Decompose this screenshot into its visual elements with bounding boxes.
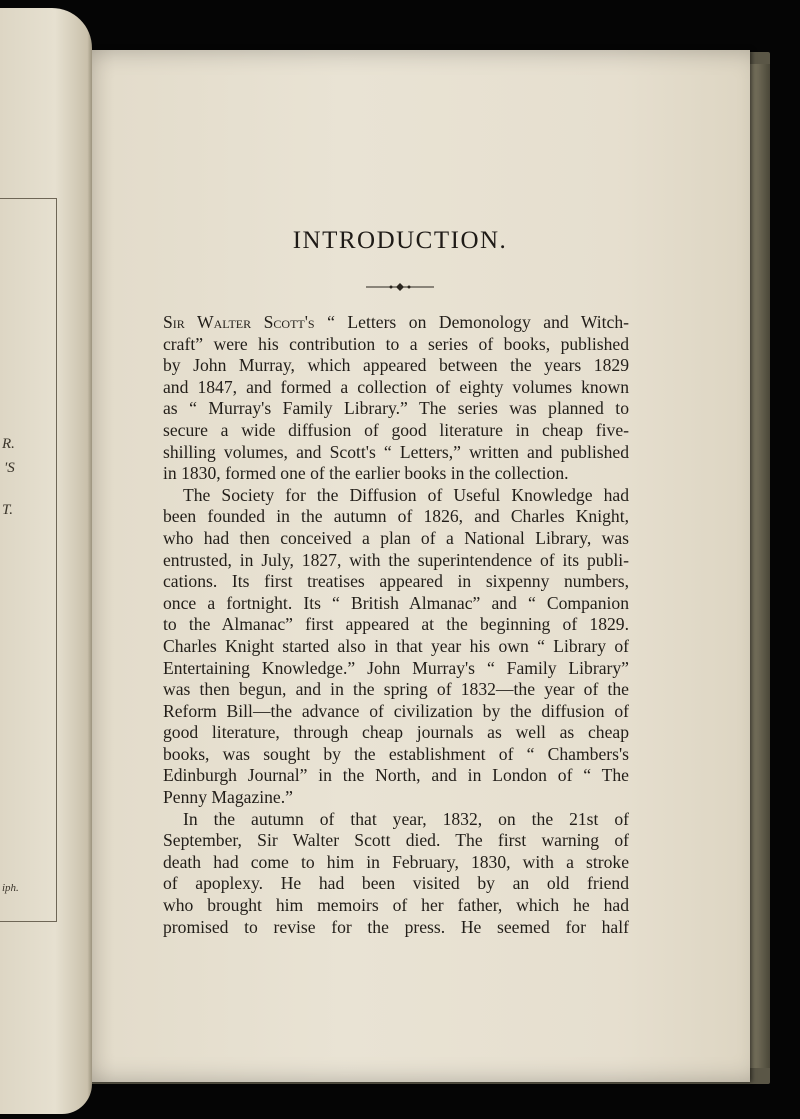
text-line: In the autumn of that year, 1832, on the 21st of	[183, 808, 629, 829]
text-line: by John Murray, which appeared between the years 1829	[163, 355, 629, 376]
text-line: and 1847, and formed a collection of eighty volumes known	[163, 376, 629, 397]
text-line: good literature, through cheap journals as well as cheap	[163, 722, 629, 743]
text-line: Entertaining Knowledge.” John Murray's “ Family Library”	[163, 657, 629, 678]
text-line: of apoplexy. He had been visited by an old friend	[163, 873, 629, 894]
text-line: craft” were his contribution to a series of books, published	[163, 333, 629, 354]
left-page	[0, 8, 92, 1114]
text-line: cations. Its first treatises appeared in sixpenny numbers,	[163, 571, 629, 592]
text-line: death had come to him in February, 1830, with a stroke	[163, 851, 629, 872]
author-name-small-caps: Sir Walter Scott's	[163, 312, 315, 332]
left-page-glyph: iph.	[2, 882, 19, 894]
title-ornament	[366, 282, 434, 292]
left-page-glyph: T.	[2, 502, 13, 518]
text-line: to the Almanac” first appeared at the beginning of 1829.	[163, 614, 629, 635]
text-line: once a fortnight. Its “ British Almanac” and “ Companion	[163, 592, 629, 613]
text-line: Reform Bill—the advance of civilization by the diffusion of	[163, 700, 629, 721]
text-line: was then begun, and in the spring of 1832—the year of the	[163, 679, 629, 700]
text-line: been founded in the autumn of 1826, and Charles Knight,	[163, 506, 629, 527]
text-line: as “ Murray's Family Library.” The series was planned to	[163, 398, 629, 419]
text-line: in 1830, formed one of the earlier books in the collection.	[163, 463, 569, 484]
text-line: books, was sought by the establishment of “ Chambers's	[163, 743, 629, 764]
text-line: Sir Walter Scott's “ Letters on Demonology and Witch-	[163, 312, 629, 332]
text-line: promised to revise for the press. He seemed for half	[163, 916, 629, 937]
text-line: Penny Magazine.”	[163, 787, 293, 808]
page-title: INTRODUCTION.	[292, 227, 508, 254]
text-line: September, Sir Walter Scott died. The first warning of	[163, 830, 629, 851]
text-line: The Society for the Diffusion of Useful Knowledge had	[183, 484, 629, 505]
left-page-frame	[0, 198, 57, 922]
text-line: shilling volumes, and Scott's “ Letters,” written and published	[163, 441, 629, 462]
text-line: who brought him memoirs of her father, which he had	[163, 895, 629, 916]
left-page-glyph: R.	[2, 436, 15, 452]
text-line: Charles Knight started also in that year his own “ Library of	[163, 635, 629, 656]
text-line: Edinburgh Journal” in the North, and in London of “ The	[163, 765, 629, 786]
text-line: secure a wide diffusion of good literature in cheap five-	[163, 419, 629, 440]
text-line: who had then conceived a plan of a National Library, was	[163, 527, 629, 548]
text-line: entrusted, in July, 1827, with the superintendence of its publi-	[163, 549, 629, 570]
body-text	[163, 312, 629, 938]
left-page-glyph: 'S	[4, 460, 15, 476]
